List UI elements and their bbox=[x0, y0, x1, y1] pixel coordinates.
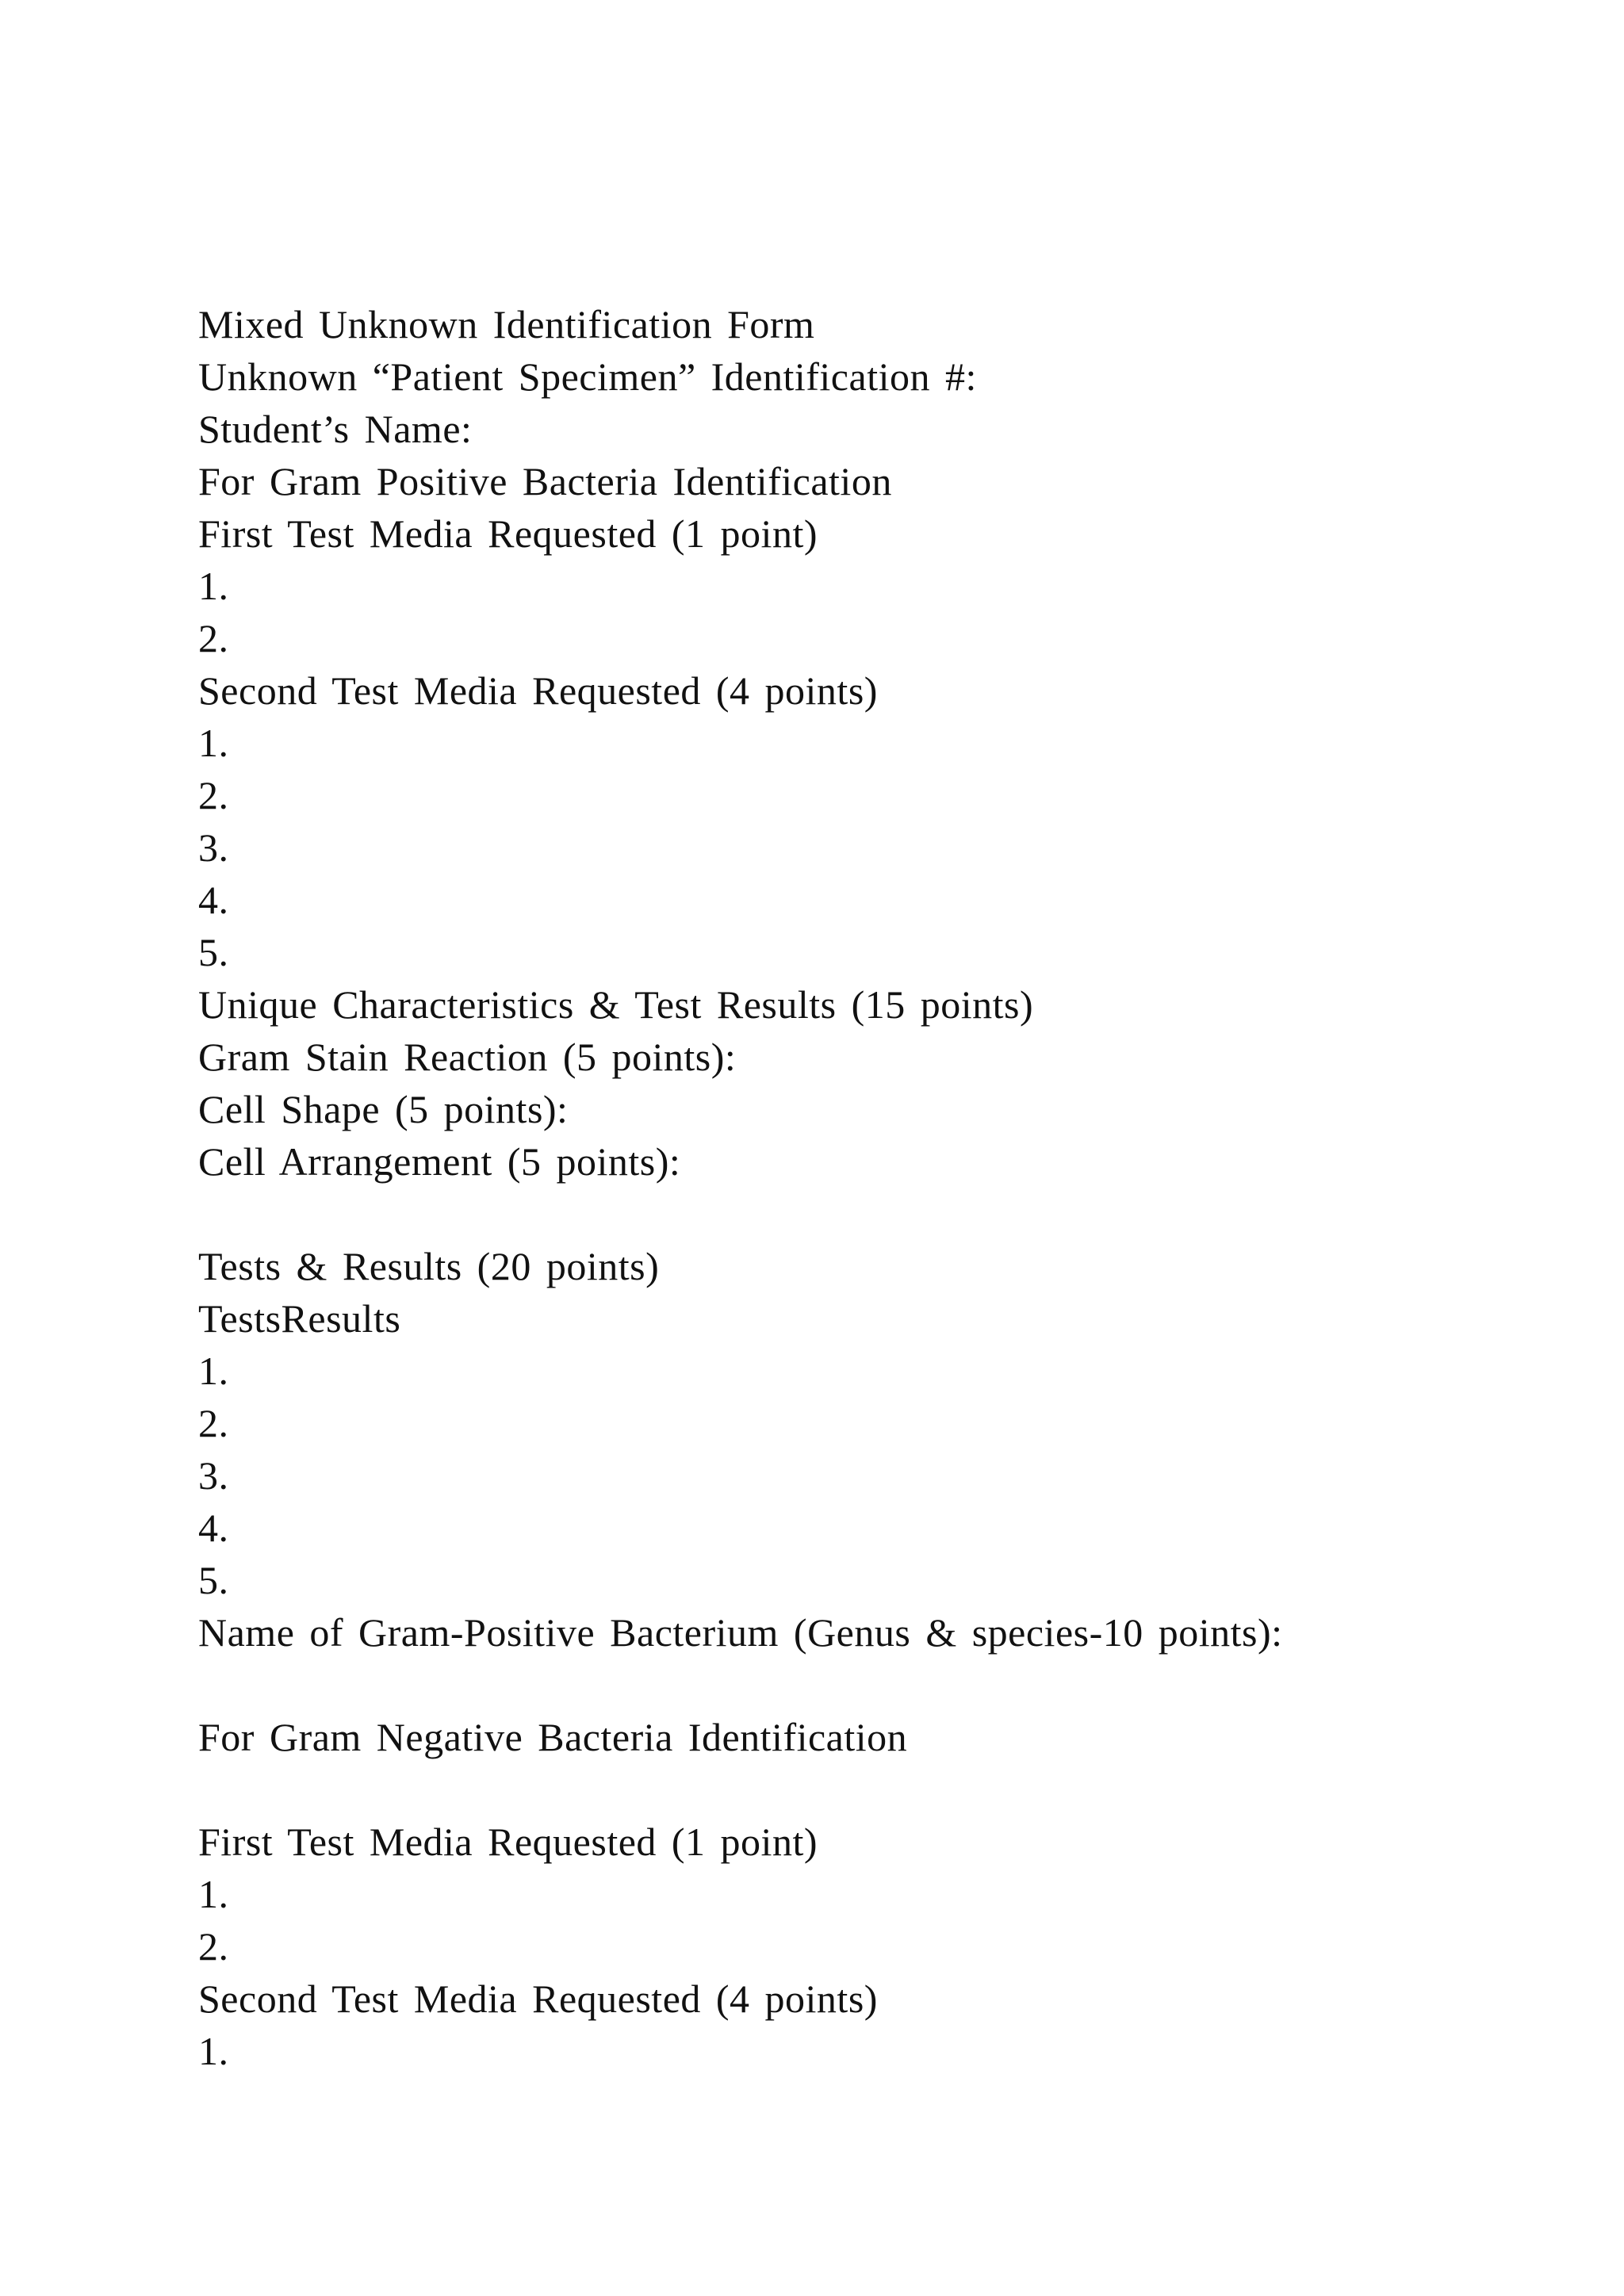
unique-characteristics-heading: Unique Characteristics & Test Results (15 points) bbox=[198, 982, 1034, 1027]
student-name-label: Student’s Name: bbox=[198, 407, 473, 451]
form-title: Mixed Unknown Identification Form bbox=[198, 302, 815, 346]
list-item: 2. bbox=[198, 616, 229, 660]
gn-second-test-media-heading: Second Test Media Requested (4 points) bbox=[198, 1976, 878, 2021]
list-item: 5. bbox=[198, 1558, 229, 1602]
gram-positive-name-label: Name of Gram-Positive Bacterium (Genus & species-10 points): bbox=[198, 1610, 1283, 1655]
list-item: 1. bbox=[198, 564, 229, 608]
list-item: 5. bbox=[198, 930, 229, 974]
list-item: 1. bbox=[198, 2029, 229, 2073]
specimen-id-label: Unknown “Patient Specimen” Identification #: bbox=[198, 354, 977, 399]
gp-first-test-media-heading: First Test Media Requested (1 point) bbox=[198, 511, 818, 556]
gram-stain-reaction-label: Gram Stain Reaction (5 points): bbox=[198, 1035, 737, 1079]
tests-results-heading: Tests & Results (20 points) bbox=[198, 1244, 660, 1288]
cell-shape-label: Cell Shape (5 points): bbox=[198, 1087, 569, 1131]
list-item: 3. bbox=[198, 825, 229, 870]
blank-line bbox=[198, 1659, 1546, 1711]
gp-second-test-media-heading: Second Test Media Requested (4 points) bbox=[198, 668, 878, 713]
gram-positive-heading: For Gram Positive Bacteria Identification bbox=[198, 459, 892, 503]
list-item: 2. bbox=[198, 1401, 229, 1445]
gram-negative-heading: For Gram Negative Bacteria Identification bbox=[198, 1715, 908, 1759]
list-item: 1. bbox=[198, 721, 229, 765]
cell-arrangement-label: Cell Arrangement (5 points): bbox=[198, 1139, 681, 1184]
list-item: 4. bbox=[198, 1506, 229, 1550]
document-body bbox=[198, 298, 1546, 2077]
list-item: 1. bbox=[198, 1349, 229, 1393]
list-item: 2. bbox=[198, 1924, 229, 1969]
list-item: 2. bbox=[198, 773, 229, 817]
list-item: 1. bbox=[198, 1872, 229, 1916]
gn-first-test-media-heading: First Test Media Requested (1 point) bbox=[198, 1820, 818, 1864]
list-item: 4. bbox=[198, 878, 229, 922]
blank-line bbox=[198, 1188, 1546, 1240]
list-item: 3. bbox=[198, 1453, 229, 1498]
tests-results-columns: TestsResults bbox=[198, 1296, 401, 1341]
blank-line bbox=[198, 1763, 1546, 1816]
